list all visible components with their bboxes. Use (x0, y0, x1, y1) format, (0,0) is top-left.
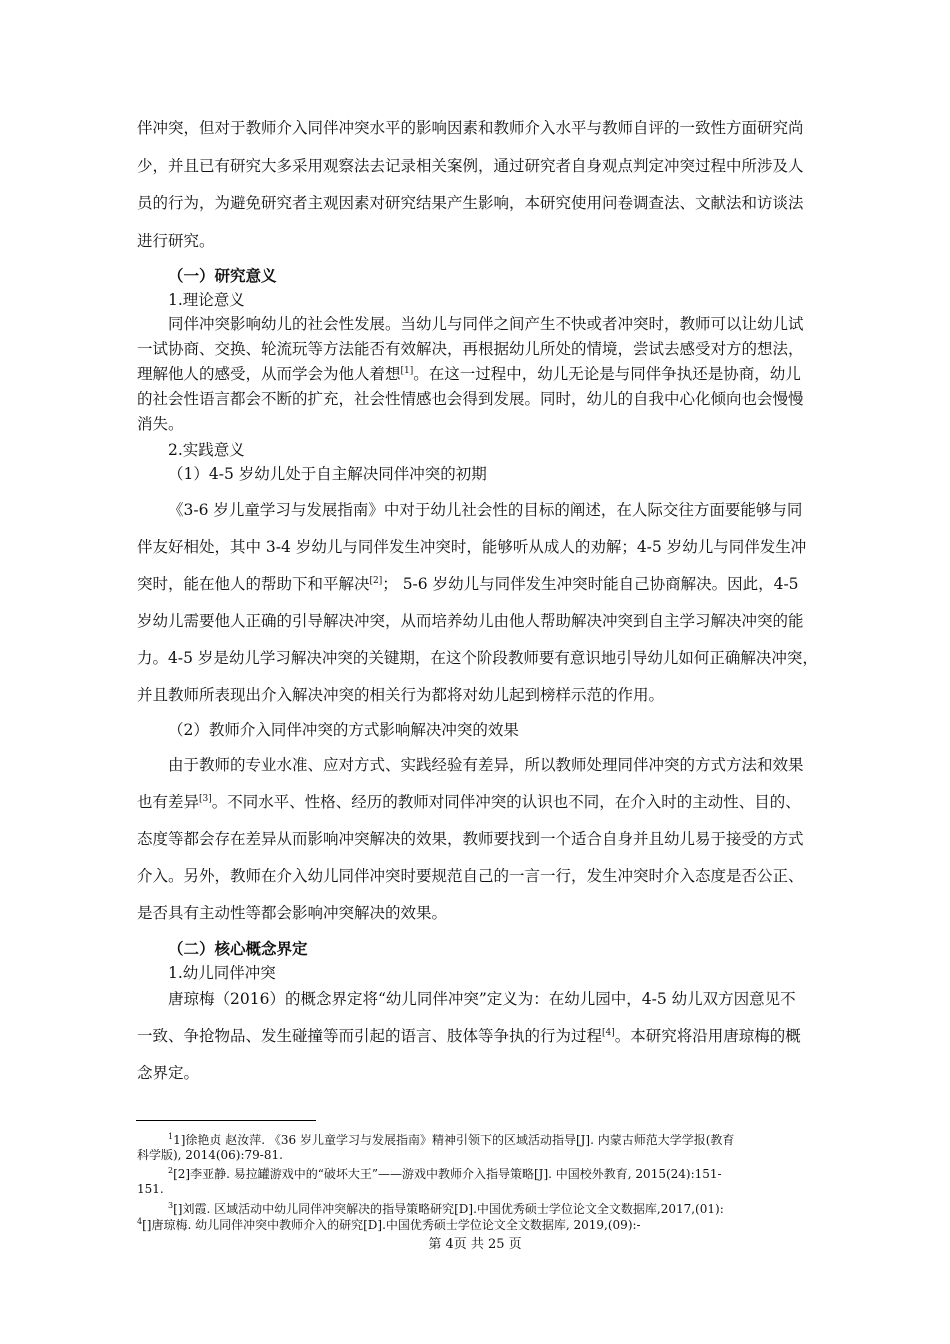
footnote-1-text: 1]徐艳贞 赵汝萍. 《36 岁儿童学习与发展指南》精神引领下的区域活动指导[J]. 内蒙古师范大学学报(教育 (173, 1133, 735, 1147)
intro-line-4: 进行研究。 (137, 232, 215, 250)
footnote-1 (168, 1129, 734, 1148)
point1-line-4: 岁幼儿需要他人正确的引导解决冲突，从而培养幼儿由他人帮助解决冲突到自主学习解决冲突的能 (137, 612, 804, 630)
section-heading-core-concepts: （二）核心概念界定 (168, 940, 308, 958)
point2-line-5: 是否具有主动性等都会影响冲突解决的效果。 (137, 904, 448, 922)
citation-2: [2] (369, 575, 383, 586)
theory-line-3-text: 理解他人的感受，从而学会为他人着想 (137, 365, 401, 383)
point2-line-2-rest: 。不同水平、性格、经历的教师对同伴冲突的认识也不同，在介入时的主动性、目的、 (211, 793, 801, 811)
subheading-theory: 1.理论意义 (168, 291, 245, 309)
citation-4: [4] (602, 1027, 615, 1038)
footnote-1-cont: 科学版), 2014(06):79-81. (137, 1148, 283, 1162)
point2-line-3: 态度等都会存在差异从而影响冲突解决的效果，教师要找到一个适合自身并且幼儿易于接受的方式 (137, 830, 804, 848)
point1-line-5: 力。4-5 岁是幼儿学习解决冲突的关键期，在这个阶段教师要有意识地引导幼儿如何正确解决冲突， (137, 649, 818, 667)
point2-title: （2）教师介入同伴冲突的方式影响解决冲突的效果 (168, 721, 519, 739)
footnote-2-text: [2]李亚静. 易拉罐游戏中的“破坏大王”——游戏中教师介入指导策略[J]. 中国校外教育, 2015(24):151- (173, 1167, 722, 1181)
footnote-2-mark: 2 (168, 1166, 174, 1175)
theory-line-4: 的社会性语言都会不断的扩充，社会性情感也会得到发展。同时，幼儿的自我中心化倾向也会慢慢 (137, 390, 804, 408)
theory-line-1: 同伴冲突影响幼儿的社会性发展。当幼儿与同伴之间产生不快或者冲突时，教师可以让幼儿试 (168, 315, 804, 333)
theory-line-5: 消失。 (137, 415, 184, 433)
footnote-1-mark: 1 (168, 1132, 174, 1141)
intro-line-1: 伴冲突，但对于教师介入同伴冲突水平的影响因素和教师介入水平与教师自评的一致性方面研究尚 (137, 119, 804, 137)
point1-line-1: 《3-6 岁儿童学习与发展指南》中对于幼儿社会性的目标的阐述，在人际交往方面要能够与同 (168, 501, 803, 519)
footnote-2 (168, 1163, 722, 1182)
section-heading-research-significance: （一）研究意义 (168, 267, 277, 285)
intro-line-2: 少，并且已有研究大多采用观察法去记录相关案例，通过研究者自身观点判定冲突过程中所涉及人 (137, 157, 804, 175)
footnote-3-mark: 3 (168, 1201, 174, 1210)
theory-line-2: 一试协商、交换、轮流玩等方法能否有效解决，再根据幼儿所处的情境，尝试去感受对方的想法， (137, 340, 804, 358)
footnote-4-mark: 4 (137, 1217, 143, 1226)
point1-line-2: 伴友好相处，其中 3-4 岁幼儿与同伴发生冲突时，能够听从成人的劝解；4-5 岁幼儿与同伴发生冲 (137, 538, 807, 556)
footnote-3-text: []刘霞. 区域活动中幼儿同伴冲突解决的指导策略研究[D].中国优秀硕士学位论文全文数据库,2017,(01): (173, 1202, 724, 1216)
footnote-4-text: []唐琼梅. 幼儿同伴冲突中教师介入的研究[D].中国优秀硕士学位论文全文数据库, 2019,(09):- (142, 1218, 641, 1232)
point1-line-3-rest: ； 5-6 岁幼儿与同伴发生冲突时能自己协商解决。因此，4-5 (382, 575, 799, 593)
definition-line-2-text: 一致、争抢物品、发生碰撞等而引起的语言、肢体等争执的行为过程 (137, 1027, 603, 1045)
definition-line-1: 唐琼梅（2016）的概念界定将“幼儿同伴冲突”定义为：在幼儿园中，4-5 幼儿双方因意见不 (168, 990, 796, 1008)
page-number-footer: 第 4页 共 25 页 (428, 1237, 522, 1252)
footnote-rule (136, 1120, 316, 1121)
theory-line-3-rest: 。在这一过程中，幼儿无论是与同伴争执还是协商，幼儿 (413, 365, 801, 383)
citation-3: [3] (199, 793, 212, 804)
footnote-2-cont: 151. (137, 1182, 164, 1196)
definition-line-2 (137, 1026, 801, 1046)
point1-title: （1）4-5 岁幼儿处于自主解决同伴冲突的初期 (168, 465, 487, 483)
theory-line-3 (137, 364, 801, 384)
subheading-practice: 2.实践意义 (168, 441, 245, 459)
point1-line-3 (137, 574, 799, 594)
point2-line-2 (137, 792, 801, 812)
definition-line-3: 念界定。 (137, 1064, 200, 1082)
point2-line-2-text: 也有差异 (137, 793, 200, 811)
point2-line-1: 由于教师的专业水准、应对方式、实践经验有差异，所以教师处理同伴冲突的方式方法和效果 (168, 756, 804, 774)
subheading-peer-conflict: 1.幼儿同伴冲突 (168, 964, 276, 982)
citation-1: [1] (400, 365, 414, 376)
footnote-4 (137, 1214, 641, 1233)
definition-line-2-rest: 。本研究将沿用唐琼梅的概 (614, 1027, 801, 1045)
point2-line-4: 介入。另外，教师在介入幼儿同伴冲突时要规范自己的一言一行，发生冲突时介入态度是否公正、 (137, 867, 804, 885)
point1-line-3-text: 突时，能在他人的帮助下和平解决 (137, 575, 370, 593)
intro-line-3: 员的行为，为避免研究者主观因素对研究结果产生影响，本研究使用问卷调查法、文献法和访谈法 (137, 194, 804, 212)
point1-line-6: 并且教师所表现出介入解决冲突的相关行为都将对幼儿起到榜样示范的作用。 (137, 686, 665, 704)
